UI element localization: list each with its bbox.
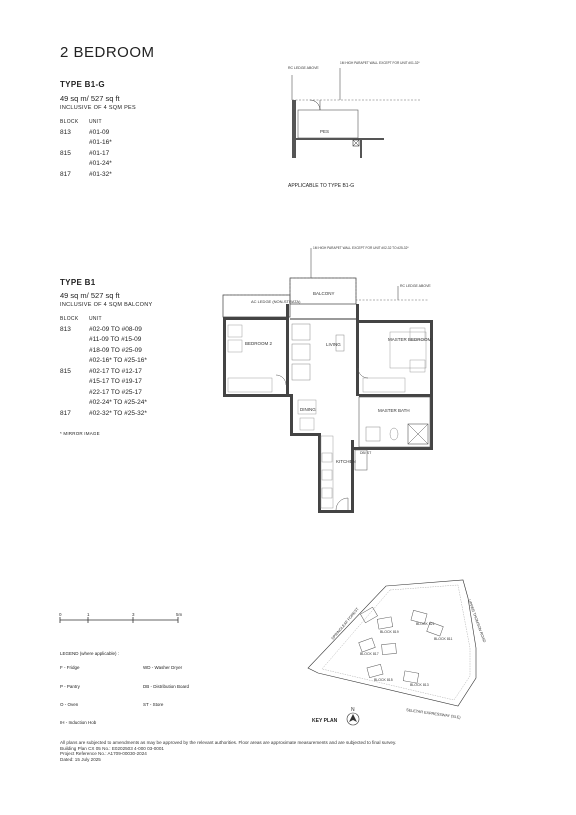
building bbox=[367, 664, 383, 677]
type-b1-info bbox=[60, 278, 152, 436]
table-row bbox=[60, 409, 152, 420]
appliance bbox=[322, 488, 332, 498]
cell-unit: #01-24* bbox=[89, 160, 112, 167]
cell-unit: #02-16* TO #25-16* bbox=[89, 357, 147, 364]
wall bbox=[318, 510, 354, 513]
site-boundary bbox=[308, 580, 476, 706]
wall bbox=[292, 100, 296, 158]
cell-unit: #15-17 TO #19-17 bbox=[89, 378, 142, 385]
block-label: BLOCK 821 bbox=[416, 622, 435, 626]
ledge-line bbox=[223, 278, 428, 300]
scale-label-0: 0 bbox=[59, 612, 62, 617]
block-label: BLOCK 811 bbox=[434, 637, 453, 641]
road-seletar: SELETAR EXPRESSWAY (SLE) bbox=[405, 708, 461, 720]
vanity bbox=[366, 427, 380, 441]
scale-label-5: 5m bbox=[176, 612, 183, 617]
chair bbox=[300, 418, 314, 430]
table-row bbox=[60, 356, 152, 367]
block-label: BLOCK 813 bbox=[410, 683, 429, 687]
furniture bbox=[228, 340, 242, 352]
table-row bbox=[60, 335, 152, 346]
furniture bbox=[410, 360, 425, 372]
sofa bbox=[292, 324, 310, 340]
legend-item: DB - Distribution Board bbox=[143, 684, 190, 689]
window bbox=[290, 318, 356, 320]
legend-item: P - Pantry bbox=[60, 684, 80, 689]
type-b1-area: 49 sq m/ 527 sq ft bbox=[60, 291, 120, 300]
cell-block: 817 bbox=[60, 409, 71, 417]
rc-ledge-label: RC LEDGE ABOVE bbox=[288, 66, 319, 70]
table-row bbox=[60, 128, 136, 139]
wall bbox=[359, 394, 430, 397]
wall bbox=[223, 317, 226, 397]
balcony-label: BALCONY bbox=[313, 291, 335, 296]
scale-label-1: 1 bbox=[87, 612, 90, 617]
type-b1g-area: 49 sq m/ 527 sq ft bbox=[60, 94, 120, 103]
living-label: LIVING bbox=[326, 342, 341, 347]
cell-unit: #02-17 TO #12-17 bbox=[89, 367, 142, 375]
type-b1g-inclusive: INCLUSIVE OF 4 SQM PES bbox=[60, 105, 136, 111]
block-shapes bbox=[359, 607, 444, 683]
main-door-swing bbox=[336, 498, 348, 510]
master-bath-label: MASTER BATH bbox=[378, 408, 410, 413]
header-unit: UNIT bbox=[89, 316, 102, 322]
north-label: N bbox=[351, 707, 355, 713]
header-block: BLOCK bbox=[60, 316, 79, 322]
building bbox=[360, 607, 377, 623]
legend-item: O - Oven bbox=[60, 702, 79, 707]
wall bbox=[358, 320, 433, 323]
type-b1g-title: TYPE B1-G bbox=[60, 80, 105, 89]
cell-unit: #11-09 TO #15-09 bbox=[89, 336, 142, 343]
wall bbox=[286, 304, 289, 396]
cell-unit: #02-09 TO #08-09 bbox=[89, 325, 142, 333]
cell-unit: #02-32* TO #25-32* bbox=[89, 409, 147, 417]
wall bbox=[223, 317, 288, 320]
appliance bbox=[322, 453, 332, 462]
table-row bbox=[60, 398, 152, 409]
cell-unit: #22-17 TO #25-17 bbox=[89, 388, 142, 396]
legend-title: LEGEND (where applicable) : bbox=[60, 651, 120, 656]
type-b1g-info bbox=[60, 80, 136, 180]
wardrobe bbox=[228, 378, 272, 392]
master-bath-room bbox=[359, 397, 430, 447]
table-row bbox=[60, 159, 136, 170]
cell-block: 817 bbox=[60, 170, 71, 178]
cell-unit: #01-16* bbox=[89, 139, 112, 146]
road-springleaf: SPRINGLEAF FOREST bbox=[330, 607, 360, 641]
footer-project-ref: Project Reference No.: A1709-00030-2024 bbox=[60, 751, 147, 757]
legend-item: WD - Washer Dryer bbox=[143, 665, 183, 670]
block-label: BLOCK 815 bbox=[374, 678, 393, 682]
furniture bbox=[228, 325, 242, 337]
table-row bbox=[60, 149, 136, 160]
wall bbox=[351, 440, 354, 513]
cell-block: 815 bbox=[60, 149, 71, 157]
toilet bbox=[390, 428, 398, 440]
footer bbox=[60, 740, 396, 762]
cell-block: 813 bbox=[60, 325, 71, 333]
table-row bbox=[60, 170, 136, 181]
wardrobe bbox=[363, 378, 405, 392]
db-st-label: DB/ ST bbox=[360, 451, 372, 455]
legend-item: ST - Store bbox=[143, 702, 164, 707]
parapet-label: 1M HIGH PARAPET WALL EXCEPT FOR UNIT #01-32* bbox=[340, 61, 420, 65]
applicable-label: APPLICABLE TO TYPE B1-G bbox=[288, 183, 355, 189]
wall bbox=[318, 433, 321, 513]
table-header bbox=[60, 117, 136, 128]
cell-block: 813 bbox=[60, 128, 71, 136]
appliance bbox=[322, 470, 332, 480]
building bbox=[359, 638, 376, 652]
cell-block: 815 bbox=[60, 367, 71, 375]
scale-bar bbox=[58, 610, 188, 630]
cell-unit: #01-17 bbox=[89, 149, 110, 157]
wall bbox=[223, 394, 293, 397]
cell-unit: #01-09 bbox=[89, 128, 110, 136]
table-row bbox=[60, 325, 152, 336]
footer-date: Dated: 15 July 2025 bbox=[60, 756, 101, 762]
block-label: BLOCK 817 bbox=[360, 652, 379, 656]
north-arrow-pointer bbox=[349, 714, 357, 722]
cell-unit: #02-24* TO #25-24* bbox=[89, 399, 147, 406]
building bbox=[377, 617, 393, 629]
table-row bbox=[60, 138, 136, 149]
bedroom2-label: BEDROOM 2 bbox=[245, 341, 273, 346]
table-row bbox=[60, 346, 152, 357]
sofa bbox=[292, 344, 310, 360]
door-swing bbox=[358, 368, 368, 378]
wall bbox=[351, 447, 433, 450]
type-b1-title: TYPE B1 bbox=[60, 278, 96, 287]
type-b1-unit-table bbox=[60, 314, 152, 419]
dining-label: DINING bbox=[300, 407, 316, 412]
parapet-label: 1M HIGH PARAPET WALL EXCEPT FOR UNIT #02-32 TO #25-32* bbox=[313, 246, 409, 250]
kitchen-label: KITCHEN bbox=[336, 459, 356, 464]
scale-label-3: 3 bbox=[132, 612, 135, 617]
site-inner-boundary bbox=[322, 585, 470, 700]
key-plan bbox=[298, 578, 508, 728]
table-header bbox=[60, 314, 152, 325]
building bbox=[403, 671, 419, 683]
door-swing bbox=[310, 100, 320, 110]
type-b1-floor-plan bbox=[218, 240, 440, 520]
wall bbox=[290, 394, 293, 436]
key-plan-label: KEY PLAN bbox=[312, 718, 338, 724]
wall bbox=[362, 138, 384, 140]
legend-item: F - Fridge bbox=[60, 665, 80, 670]
block-label: BLOCK 819 bbox=[380, 630, 399, 634]
footer-building-plan: Building Plan CX 05 No.: E0202503 4-000 03-0001 bbox=[60, 745, 164, 751]
page-title: 2 BEDROOM bbox=[60, 44, 155, 61]
cell-unit: #01-32* bbox=[89, 170, 112, 178]
sofa bbox=[292, 364, 310, 380]
cell-unit: #18-09 TO #25-09 bbox=[89, 346, 142, 354]
building bbox=[382, 643, 397, 654]
door-swing bbox=[276, 375, 286, 385]
wall bbox=[292, 138, 362, 140]
kitchen-counter bbox=[321, 436, 333, 508]
wall bbox=[356, 304, 359, 396]
mirror-image-note: * MIRROR IMAGE bbox=[60, 431, 100, 436]
master-bedroom-label: MASTER BEDROOM bbox=[388, 337, 432, 342]
pes-label: PES bbox=[320, 129, 330, 134]
road-upper-thomson: UPPER THOMSON ROAD bbox=[467, 598, 487, 644]
table-row bbox=[60, 367, 152, 378]
footer-disclaimer: All plans are subjected to amendments as may be approved by the relevant authorities. Floor areas are approximate measurements and are subjected to final survey. bbox=[60, 740, 397, 745]
type-b1-inclusive: INCLUSIVE OF 4 SQM BALCONY bbox=[60, 302, 153, 308]
table-row bbox=[60, 377, 152, 388]
legend-item: IH - Induction Hob bbox=[60, 720, 97, 725]
rc-ledge-label: RC LEDGE ABOVE bbox=[400, 284, 431, 288]
wall bbox=[290, 433, 320, 436]
wall bbox=[360, 138, 362, 158]
table-row bbox=[60, 388, 152, 399]
type-b1g-floor-plan bbox=[270, 60, 420, 195]
header-block: BLOCK bbox=[60, 119, 79, 125]
header-unit: UNIT bbox=[89, 119, 102, 125]
type-b1g-unit-table bbox=[60, 117, 136, 180]
ac-ledge-label: AC LEDGE (NON-STRATA) bbox=[251, 299, 301, 304]
